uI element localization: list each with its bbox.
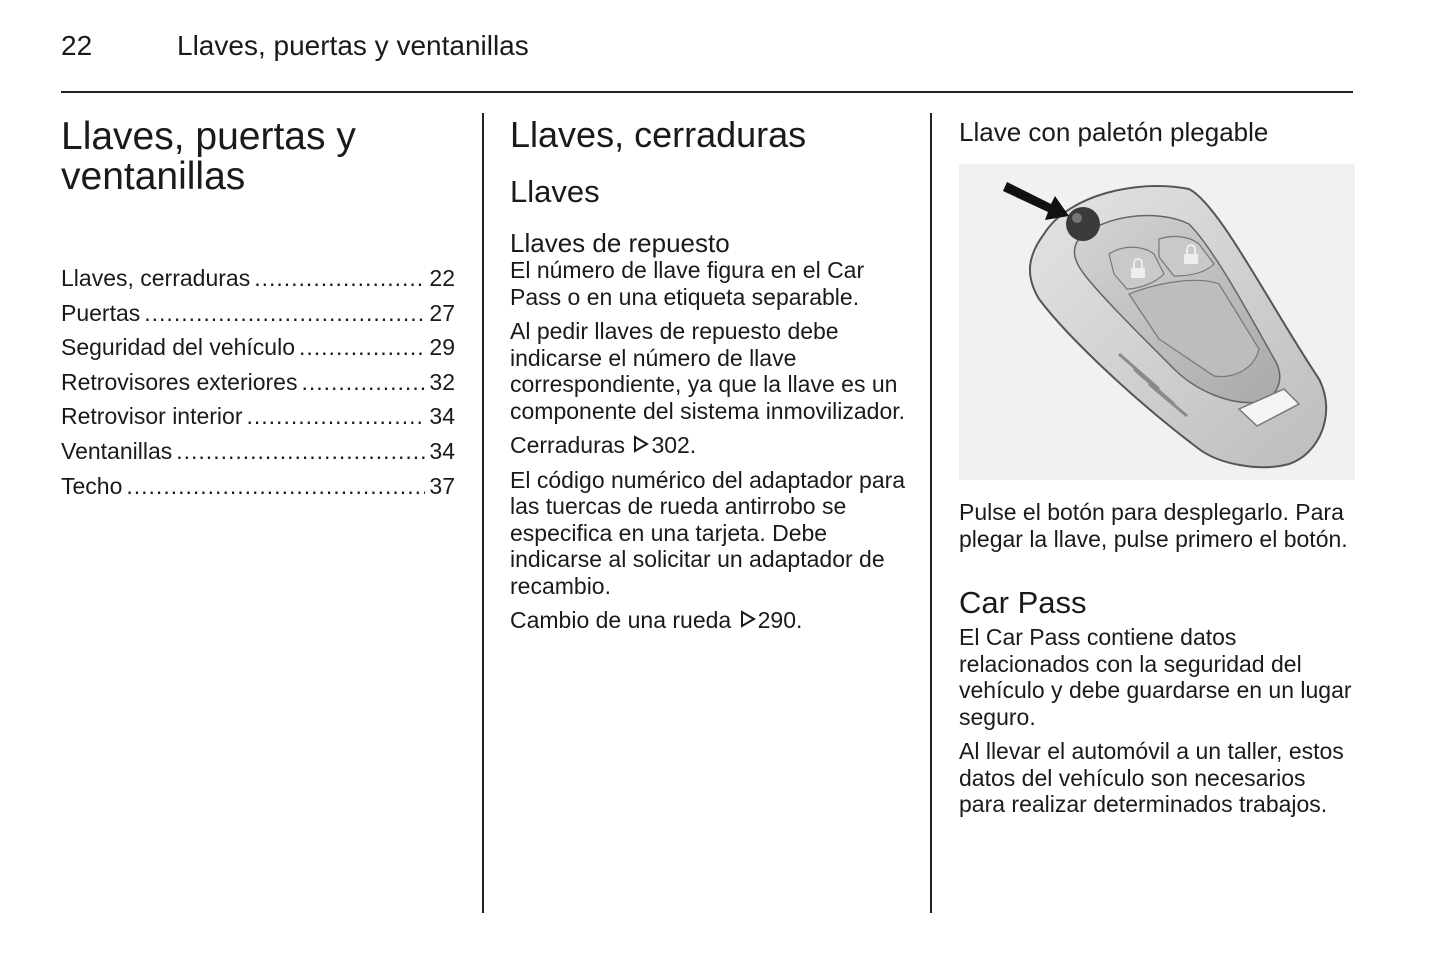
toc-leader-dots (176, 438, 425, 465)
cross-reference-arrow-icon[interactable] (740, 607, 756, 634)
column-divider-2 (930, 113, 932, 913)
table-of-contents (61, 265, 455, 507)
paragraph-unfold-instructions: Pulse el botón para desplegarlo. Para plegar la llave, pulse primero el botón. (959, 499, 1348, 552)
toc-entry[interactable] (61, 403, 455, 438)
toc-entry-label: Ventanillas (61, 437, 173, 464)
paragraph-car-pass-workshop: Al llevar el automóvil a un taller, estos datos del vehículo son necesarios para realizar determinados trabajos. (959, 738, 1344, 817)
cross-reference-arrow-icon[interactable] (633, 432, 649, 459)
toc-entry[interactable] (61, 265, 455, 300)
paragraph-key-number: El número de llave figura en el Car Pass o en una etiqueta separable. (510, 257, 865, 310)
toc-entry[interactable] (61, 438, 455, 473)
toc-entry[interactable] (61, 369, 455, 404)
reference-page-locks[interactable]: 302. (651, 432, 697, 458)
page-header (61, 30, 529, 62)
column-divider-1 (482, 113, 484, 913)
toc-entry-page: 32 (429, 368, 455, 395)
toc-entry-page: 34 (429, 437, 455, 464)
toc-leader-dots (301, 369, 425, 396)
toc-leader-dots (299, 334, 425, 361)
chapter-title: Llaves, puertas y ventanillas (61, 115, 356, 198)
toc-entry-label: Puertas (61, 299, 141, 326)
subsubsection-title: Llave con paletón plegable (959, 117, 1269, 147)
column-folding-key (959, 113, 1355, 826)
page-number: 22 (61, 30, 93, 61)
section-title: Llaves, cerraduras (510, 114, 807, 155)
header-rule (61, 91, 1353, 93)
toc-entry-label: Retrovisores exteriores (61, 368, 298, 395)
paragraph-spare-keys: Al pedir llaves de repuesto debe indicarse el número de llave correspondiente, ya que la llave es un componente del sistema inmovilizador. (510, 318, 906, 424)
toc-entry-label: Seguridad del vehículo (61, 334, 295, 361)
paragraph-wheel-nut-adapter: El código numérico del adaptador para las tuercas de rueda antirrobo se especifica en una tarjeta. Debe indicarse al solicitar un adaptador de recambio. (510, 466, 906, 599)
toc-leader-dots (144, 300, 425, 327)
paragraph-car-pass-contents: El Car Pass contiene datos relacionados con la seguridad del vehículo y debe guardarse en un lugar seguro. (959, 624, 1352, 730)
toc-entry-page: 34 (429, 403, 455, 430)
subsection-title: Llaves (510, 174, 600, 209)
folding-key-icon (959, 164, 1355, 480)
toc-entry[interactable] (61, 334, 455, 369)
folding-key-figure (959, 164, 1355, 480)
header-title: Llaves, puertas y ventanillas (177, 30, 529, 61)
subsection-title: Car Pass (959, 585, 1087, 620)
toc-leader-dots (254, 265, 425, 292)
subsubsection-title: Llaves de repuesto (510, 228, 730, 258)
toc-entry-page: 22 (429, 265, 455, 291)
toc-entry[interactable] (61, 300, 455, 335)
paragraph-wheel-change-reference: Cambio de una rueda 290. (510, 607, 803, 633)
toc-entry[interactable] (61, 473, 455, 508)
toc-entry-label: Techo (61, 472, 123, 499)
column-keys-locks (510, 113, 906, 642)
toc-entry-page: 37 (429, 472, 455, 499)
toc-leader-dots (247, 403, 426, 430)
toc-leader-dots (126, 473, 425, 500)
toc-entry-label: Llaves, cerraduras (61, 265, 251, 291)
toc-entry-page: 27 (429, 299, 455, 326)
reference-page-wheel-change[interactable]: 290. (757, 607, 803, 633)
toc-entry-page: 29 (429, 334, 455, 361)
column-chapter-contents (61, 113, 455, 499)
toc-entry-label: Retrovisor interior (61, 403, 243, 430)
paragraph-locks-reference: Cerraduras 302. (510, 432, 697, 458)
